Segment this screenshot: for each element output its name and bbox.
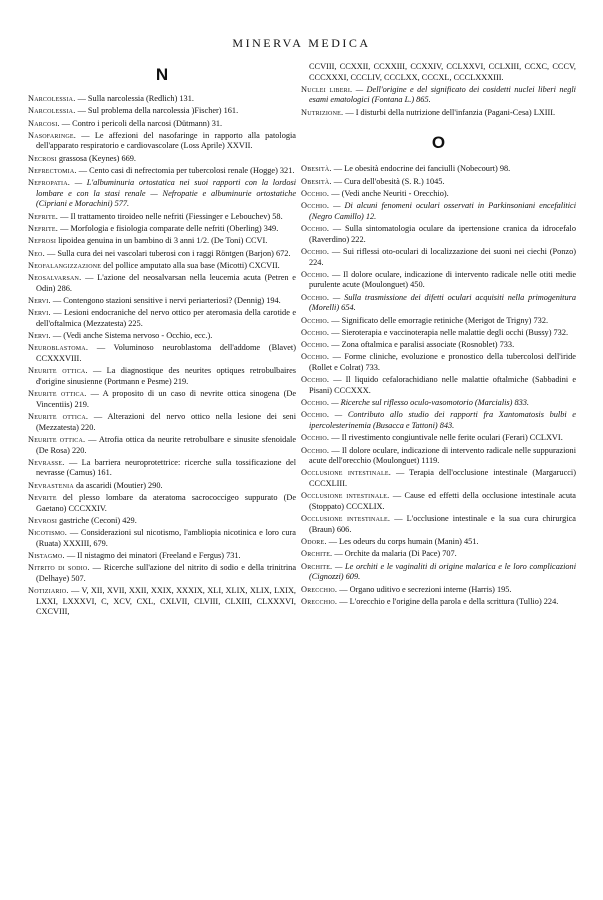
index-entry: [301, 247, 576, 268]
index-entry: [28, 261, 296, 272]
entry-text: — Ricerche sull'azione del nitrito di sodio e della trinitrina (Delhaye) 507.: [36, 563, 296, 583]
entry-text: del plesso lombare da ateratoma sacrococcigeo suppurato (De Gaetano) CCCXXIV.: [36, 493, 297, 513]
section-letter-n: N: [155, 65, 169, 84]
entry-term: Occlusione intestinale.: [301, 468, 391, 478]
entry-text: — Le affezioni del nasofaringe in rapporto alla patologia dell'apparato respiratorio e cardiovascolare (Loss Aprile) XXVII.: [36, 130, 296, 151]
index-entry: [28, 166, 296, 177]
entry-text: — L'occlusione intestinale e la sua cura chirurgica (Braun) 606.: [309, 514, 576, 534]
index-entry: [28, 236, 296, 247]
index-entry: [301, 549, 576, 560]
right-o-entry-list: [301, 164, 576, 607]
entry-term: Nistagmo.: [28, 551, 65, 561]
index-entry: [301, 316, 576, 327]
entry-text: — Sulla trasmissione dei difetti oculari acquisiti nella primogenitura (Morelli) 654.: [309, 292, 577, 313]
entry-term: Occhio.: [301, 433, 330, 443]
entry-term: Nervi.: [28, 331, 51, 341]
entry-term: Occhio.: [301, 327, 330, 337]
entry-text: grassosa (Keynes) 669.: [58, 153, 137, 163]
left-entry-list: [28, 94, 296, 618]
entry-term: Nuclei liberi.: [301, 84, 353, 94]
index-entry: [301, 433, 576, 444]
entry-term: Neo.: [28, 248, 45, 258]
entry-text: — Atrofia ottica da neurite retrobulbare e sinusite sfenoidale (De Rosa) 220.: [36, 434, 297, 455]
entry-term: Occhio.: [301, 188, 330, 198]
entry-term: Occhio.: [301, 445, 330, 455]
entry-term: Nefropatia.: [28, 178, 71, 188]
index-entry: [28, 528, 296, 549]
index-entry: [301, 537, 576, 548]
index-entry: [28, 551, 296, 562]
entry-text: — Voluminoso neuroblastoma dell'addome (Blavet) CCXXXVIII.: [36, 343, 296, 364]
index-entry: [28, 273, 296, 294]
index-entry: [28, 586, 296, 618]
index-entry: [28, 119, 296, 130]
index-entry: [28, 224, 296, 235]
entry-text: — Il liquido cefalorachidiano nelle malattie oftalmiche (Sabbadini e Pisani) CCCXXX.: [309, 375, 577, 395]
entry-term: Orchite.: [301, 561, 333, 571]
entry-text: — Il trattamento tiroideo nelle nefriti (Fiessinger e Lebouchev) 58.: [60, 211, 283, 221]
entry-term: Occhio.: [301, 340, 330, 350]
notiziario-continuation: CCVIII, CCXXII, CCXXIII, CCXXIV, CCLXXVI, CCLXIII, CCXC, CCCV, CCCXXXI, CCCLIV, CCCLXX, CCCXL, CCCLXXXIII.: [309, 62, 576, 82]
index-entry: [301, 491, 576, 512]
index-entry: [28, 94, 296, 105]
entry-term: Orecchio.: [301, 584, 338, 594]
entry-text: — L'azione del neosalvarsan nella leucemia acuta (Petren e Odin) 286.: [36, 273, 296, 293]
index-entry: [28, 481, 296, 492]
entry-text: — Contro i pericoli della narcosi (Dütmann) 31.: [61, 118, 223, 128]
entry-text: gastriche (Ceconi) 429.: [59, 515, 137, 525]
entry-term: Neurite ottica.: [28, 412, 89, 422]
entry-term: Nevrosi: [28, 515, 58, 525]
index-entry: [28, 331, 296, 342]
entry-text: — La barriera neuroprotettrice: ricerche sulla tossificazione del nevrasse (Camus) 161.: [36, 457, 296, 478]
entry-term: Neurite ottica.: [28, 366, 88, 376]
entry-text: — L'albuminuria ortostatica nei suoi rapporti con la lordosi lombare e con la stasi renale — Nefropatie e albuminurie ortostatiche (Cipriani e Morachini) 577.: [36, 178, 297, 209]
entry-term: Narcosi.: [28, 118, 60, 128]
entry-term: Narcolessia.: [28, 94, 76, 103]
index-entry: [28, 212, 296, 223]
entry-term: Neofalangizzazione: [28, 260, 102, 270]
entry-term: Nicotismo.: [28, 528, 68, 538]
entry-text: — Le orchiti e le vaginaliti di origine malarica e le loro complicazioni (Cignozzi) 609.: [309, 561, 576, 582]
index-entry: [301, 177, 576, 188]
entry-text: — Il dolore oculare, indicazione di intervento radicale nelle suppurazioni acute dell'orecchio (Moulonguet) 1119.: [309, 445, 577, 466]
entry-text: — Cura dell'obesità (S. R.) 1045.: [333, 176, 445, 186]
entry-text: — (Vedi anche Sistema nervoso - Occhio, ecc.).: [52, 331, 213, 341]
entry-text: — L'orecchio e l'origine della parola e della scrittura (Tullio) 224.: [339, 596, 559, 606]
entry-text: — I disturbi della nutrizione dell'infanzia (Pagani-Cesa) LXIII.: [345, 107, 556, 117]
index-entry: [301, 585, 576, 596]
entry-term: Nervi.: [28, 296, 51, 306]
index-entry: [301, 224, 576, 245]
index-entry: [301, 446, 576, 467]
entry-term: Narcolessia.: [28, 106, 76, 116]
entry-term: Occhio.: [301, 315, 330, 325]
entry-term: Obesità.: [301, 176, 332, 186]
entry-term: Nefrite.: [28, 211, 58, 221]
entry-term: Occhio.: [301, 398, 330, 408]
entry-text: — Sieroterapia e vaccinoterapia nelle malattie degli occhi (Bussy) 732.: [331, 327, 569, 337]
entry-text: — Organo uditivo e secrezioni interne (Harris) 195.: [339, 584, 512, 594]
entry-term: Occhio.: [301, 269, 330, 279]
entry-text: — Contributo allo studio dei rapporti fra Xantomatosis bulbi e ipercolesterinemia (Busacca e Tattoni) 843.: [309, 410, 576, 431]
entry-term: Occlusione intestinale.: [301, 514, 391, 524]
entry-text: — A proposito di un caso di nevrite ottica sinogena (De Vincentiis) 219.: [36, 389, 297, 409]
entry-text: — Sulla cura dei nei vascolari tuberosi con i raggi Röntgen (Barjon) 672.: [46, 248, 291, 258]
entry-term: Necrosi: [28, 153, 57, 163]
index-entry: [28, 249, 296, 260]
entry-term: Nitrito di sodio.: [28, 563, 90, 573]
entry-text: — Ricerche sul riflesso oculo-vasomotorio (Marcialis) 833.: [331, 398, 530, 408]
entry-text: — Sul problema della narcolessia )Fischer) 161.: [77, 106, 239, 116]
index-entry: [301, 562, 576, 583]
entry-term: Nasofaringe.: [28, 130, 77, 140]
entry-term: Occhio.: [301, 201, 330, 211]
entry-term: Orchite.: [301, 549, 333, 559]
index-entry: [28, 343, 296, 364]
entry-term: Occhio.: [301, 292, 330, 302]
entry-text: — Significato delle emorragie retiniche (Merigot de Trigny) 732.: [331, 315, 549, 325]
entry-term: Obesità.: [301, 164, 332, 174]
index-entry: [28, 493, 296, 514]
entry-text: — Il nistagmo dei minatori (Freeland e Fergus) 731.: [66, 551, 241, 561]
entry-text: lipoidea genuina in un bambino di 3 anni 1/2. (De Toni) CCVI.: [58, 236, 268, 246]
entry-term: Occhio.: [301, 410, 330, 420]
entry-text: — Lesioni endocraniche del nervo ottico per ateromasia della carotide e dell'oftalmica (Mezzatesta) 225.: [36, 308, 297, 328]
entry-text: — Les odeurs du corps humain (Manin) 451.: [328, 537, 479, 547]
index-entry: [301, 108, 576, 119]
entry-term: Nutrizione.: [301, 107, 344, 117]
index-entry: [28, 178, 296, 210]
entry-text: — Orchite da malaria (Di Pace) 707.: [334, 549, 457, 559]
index-entry: [301, 597, 576, 608]
section-letter-o: O: [431, 133, 446, 153]
index-entry: [28, 154, 296, 165]
index-entry: [301, 340, 576, 351]
entry-term: Occhio.: [301, 352, 330, 362]
index-entry: [28, 412, 296, 433]
entry-text: — V, XII, XVII, XXII, XXIX, XXXIX, XLI, XLIX, XLIX, LXIX, LXXI, LXXXVI, C, XCV, CXL, CXLVII, CLVIII, CLXIII, CLXXXVI, CXCVIII,: [36, 586, 297, 617]
index-entry: [301, 270, 576, 291]
entry-text: — Contengono stazioni sensitive i nervi periarteriosi? (Dennig) 194.: [52, 296, 281, 306]
entry-text: — Morfologia e fisiologia comparate delle nefriti (Oberling) 349.: [60, 224, 279, 234]
entry-text: — Di alcuni fenomeni oculari osservati in Parkinsoniani encefalitici (Negro Camillo) 12.: [309, 201, 577, 221]
page-title: MINERVA MEDICA: [232, 36, 371, 50]
entry-text: — Dell'origine e del significato dei cosidetti nuclei liberi negli esami ematologici (Fontana L.) 865.: [309, 84, 576, 105]
index-entry: [28, 389, 296, 410]
right-column: [301, 62, 576, 609]
index-entry: [28, 106, 296, 117]
index-entry: [301, 85, 576, 106]
index-entry: [301, 189, 576, 200]
entry-text: — Cause ed effetti della occlusione intestinale acuta (Stoppato) CCCXLIX.: [309, 491, 576, 511]
index-entry: [301, 375, 576, 396]
entry-term: Neurite ottica.: [28, 434, 86, 444]
entry-text: — Terapia dell'occlusione intestinale (Margarucci) CCCXLIII.: [309, 468, 577, 489]
index-entry: [28, 366, 296, 387]
entry-term: Nefrosi: [28, 236, 57, 246]
entry-text: — Forme cliniche, evoluzione e pronostico della tubercolosi dell'iride (Rollet e Colrat) 733.: [309, 352, 576, 372]
entry-text: — Sulla narcolessia (Redlich) 131.: [77, 94, 194, 103]
entry-term: Neurite ottica.: [28, 389, 87, 399]
index-entry: [28, 563, 296, 584]
entry-text: — Considerazioni sul nicotismo, l'ambliopia nicotinica e loro cura (Ruata) XXXIII, 679.: [36, 528, 296, 548]
entry-text: — Alterazioni del nervo ottico nella lesione dei seni (Mezzatesta) 220.: [36, 412, 297, 432]
entry-term: Nevrite: [28, 493, 57, 502]
index-entry: [28, 435, 296, 456]
entry-term: Neosalvarsan.: [28, 273, 82, 283]
index-entry: [301, 468, 576, 489]
entry-text: — Le obesità endocrine dei fanciulli (Nobecourt) 98.: [333, 164, 511, 174]
entry-term: Neuroblastoma.: [28, 343, 89, 353]
entry-term: Nevrasse.: [28, 457, 65, 467]
entry-term: Nefrite.: [28, 224, 58, 234]
entry-text: — La diagnostique des neurites optiques retrobulbaires d'origine sinusienne (Portmann e Pesme) 219.: [36, 366, 296, 386]
entry-term: Nervi.: [28, 308, 51, 318]
entry-text: — Il rivestimento congiuntivale nelle ferite oculari (Ferari) CCLXVI.: [331, 433, 563, 443]
index-entry: [28, 131, 296, 152]
index-entry: [301, 398, 576, 409]
index-entry: [301, 514, 576, 535]
entry-text: — Cento casi di nefrectomia per tubercolosi renale (Hogge) 321.: [78, 166, 295, 175]
entry-term: Occlusione intestinale.: [301, 491, 390, 501]
right-n-entry-list: [301, 85, 576, 118]
entry-text: — Sui riflessi oto-oculari di localizzazione dei suoni nei ciechi (Ponzo) 224.: [309, 246, 577, 267]
entry-text: — Il dolore oculare, indicazione di intervento radicale nelle otiti medie purulente acute (Moulonguet) 450.: [309, 269, 577, 290]
entry-text: del pollice amputato alla sua base (Micotti) CXCVII.: [103, 260, 280, 270]
entry-term: Occhio.: [301, 375, 330, 385]
index-entry: [301, 410, 576, 431]
entry-text: — Zona oftalmica e paralisi associate (Rosnoblet) 733.: [331, 340, 515, 350]
index-entry: [28, 516, 296, 527]
entry-term: Notiziario.: [28, 586, 69, 596]
index-entry: [301, 352, 576, 373]
index-entry: [28, 296, 296, 307]
index-entry: [301, 201, 576, 222]
entry-term: Orecchio.: [301, 596, 338, 606]
entry-term: Nevrastenia: [28, 480, 74, 490]
entry-term: Nefrectomia.: [28, 166, 77, 175]
entry-text: — (Vedi anche Neuriti - Orecchio).: [331, 188, 449, 198]
index-entry: [301, 328, 576, 339]
index-entry: [301, 164, 576, 175]
index-entry: [28, 458, 296, 479]
entry-text: da ascaridi (Moutier) 290.: [75, 480, 163, 490]
entry-text: — Sulla sintomatologia oculare da ipertensione cranica da idrocefalo (Raverdino) 222.: [309, 224, 576, 244]
index-entry: [28, 308, 296, 329]
left-column: [28, 62, 296, 620]
index-entry: [301, 293, 576, 314]
entry-term: Occhio.: [301, 246, 330, 256]
entry-term: Odore.: [301, 537, 327, 547]
entry-term: Occhio.: [301, 224, 330, 234]
